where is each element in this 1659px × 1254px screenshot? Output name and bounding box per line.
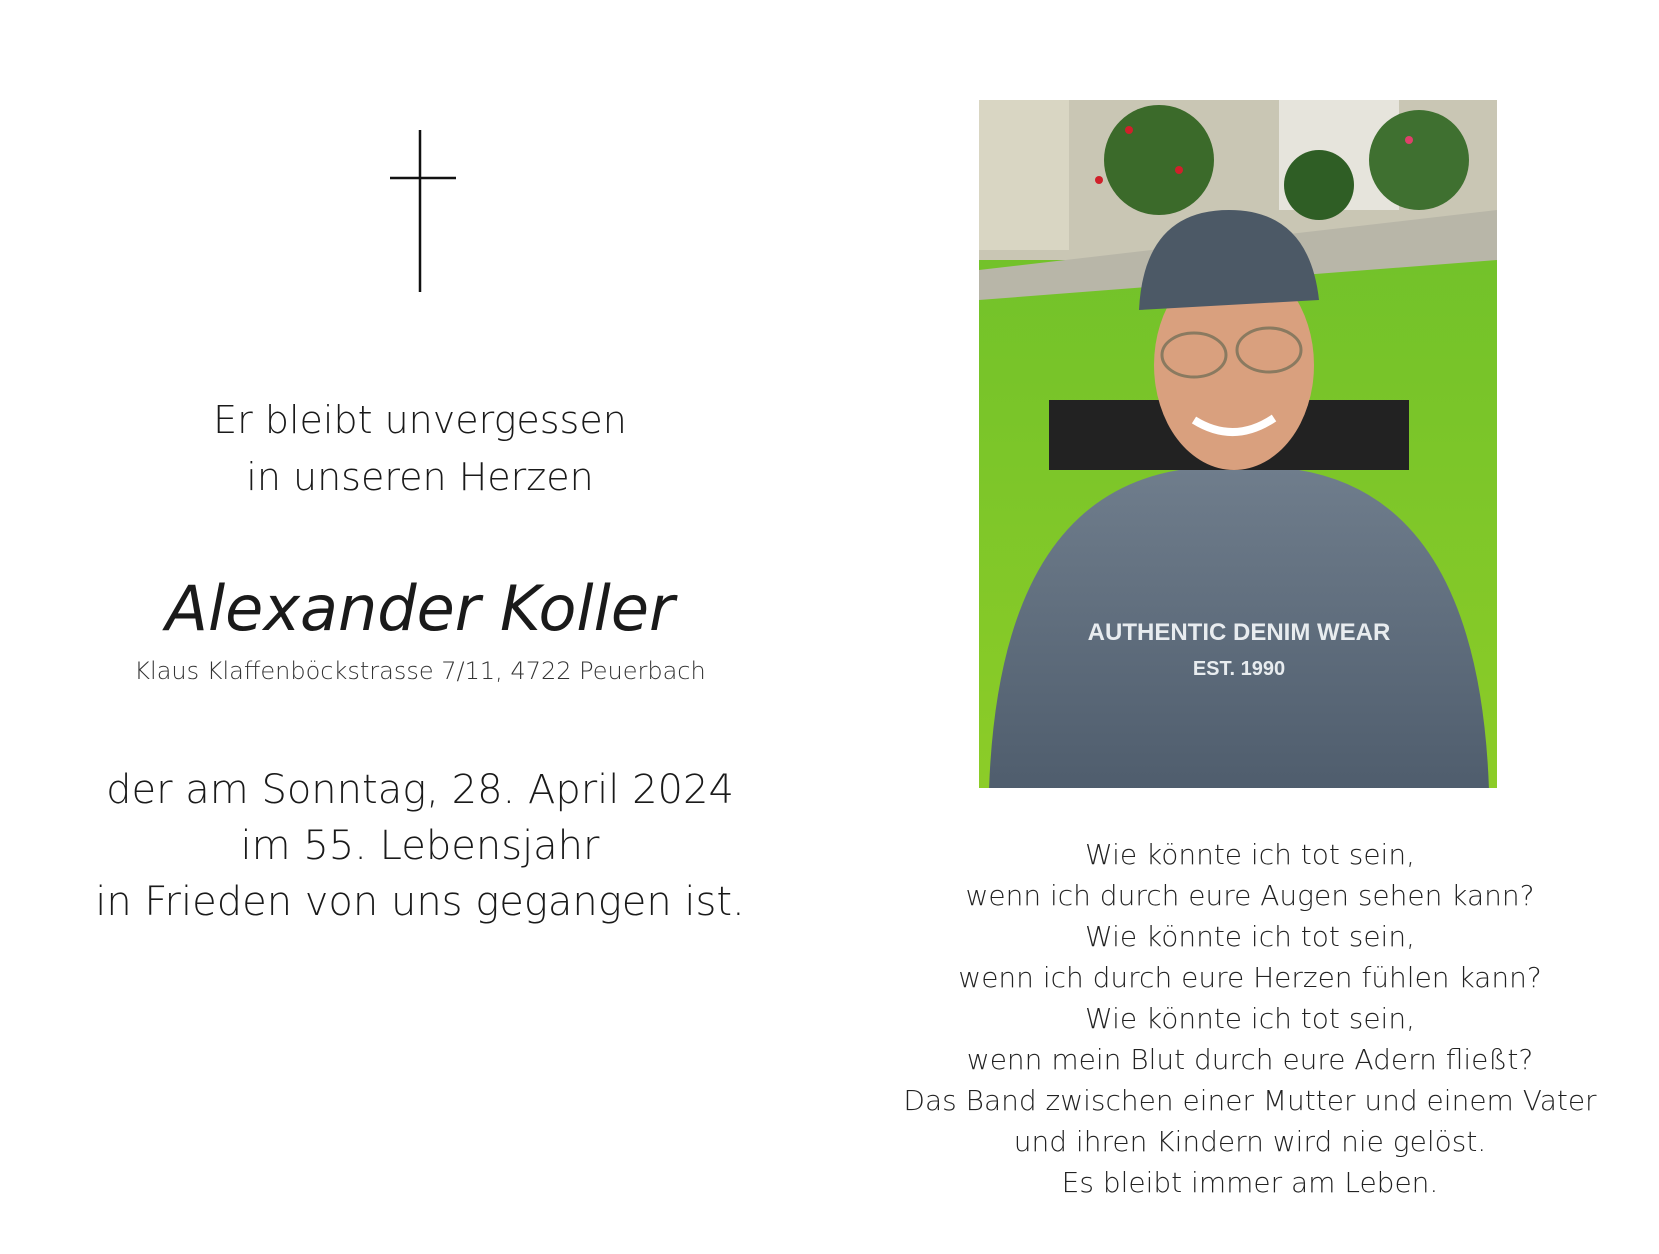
portrait-photo [979,100,1497,788]
poem-line: Wie könnte ich tot sein, [1085,1002,1415,1035]
deceased-name: Alexander Koller [165,572,675,645]
poem-line: wenn ich durch eure Augen sehen kann? [965,879,1535,912]
cross-icon [390,130,456,292]
death-line-3: in Frieden von uns gegangen ist. [95,879,745,925]
death-line-2: im 55. Lebensjahr [240,823,600,869]
poem-line: wenn ich durch eure Herzen fühlen kann? [958,961,1542,994]
poem-line: Wie könnte ich tot sein, [1085,838,1415,871]
poem-line: wenn mein Blut durch eure Adern fließt? [966,1043,1534,1076]
poem-line: und ihren Kindern wird nie gelöst. [1013,1125,1487,1158]
address: Klaus Klaffenböckstrasse 7/11, 4722 Peuerbach [134,657,706,685]
svg-text:EST. 1990: EST. 1990 [1192,658,1286,680]
shirt-print: AUTHENTIC DENIM WEAR [1087,619,1391,646]
poem-line: Das Band zwischen einer Mutter und einem Vater [903,1084,1597,1117]
motto-line-1: Er bleibt unvergessen [213,398,627,442]
poem-line: Wie könnte ich tot sein, [1085,920,1415,953]
poem-line: Es bleibt immer am Leben. [1061,1166,1439,1199]
motto-line-2: in unseren Herzen [246,455,594,499]
death-line-1: der am Sonntag, 28. April 2024 [106,767,734,813]
